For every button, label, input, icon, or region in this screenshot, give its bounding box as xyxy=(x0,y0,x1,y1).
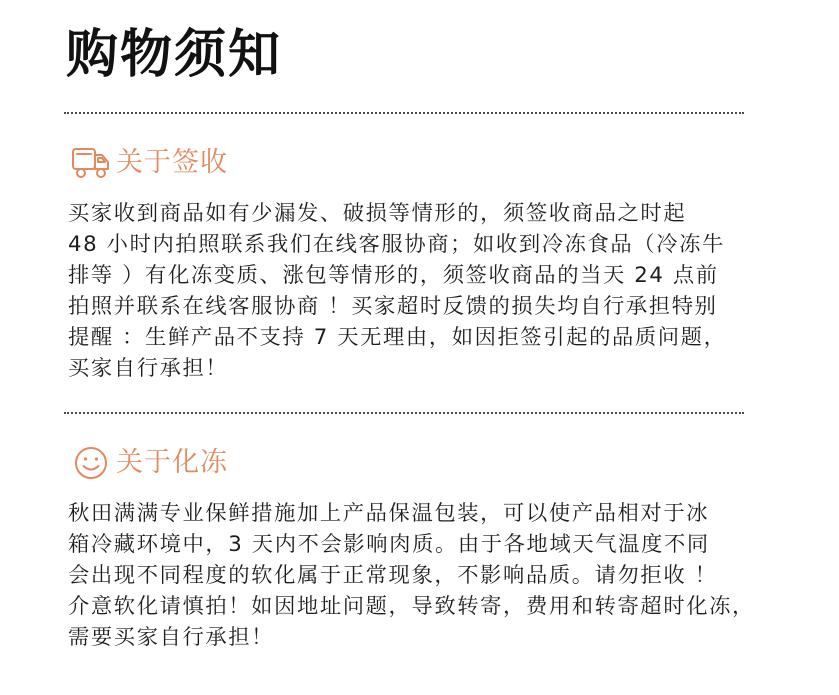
section-header-thawing xyxy=(70,443,228,483)
dotted-divider xyxy=(64,112,744,114)
dotted-divider xyxy=(64,412,744,414)
body-line: 48 小时内拍照联系我们在线客服协商；如收到冷冻食品（冷冻牛 xyxy=(68,232,725,257)
body-line: 提醒 ：生鲜产品不支持 7 天无理由，如因拒签引起的品质问题， xyxy=(68,325,727,350)
body-line: 买家收到商品如有少漏发、破损等情形的，须签收商品之时起 xyxy=(68,201,687,226)
page-title: 购物须知 xyxy=(66,25,283,85)
body-line: 箱冷藏环境中，3 天内不会影响肉质。由于各地域天气温度不同 xyxy=(68,532,710,557)
section-body-signing xyxy=(68,198,758,384)
section-body-thawing xyxy=(68,498,758,653)
body-line: 买家自行承担！ xyxy=(68,356,229,381)
body-line: 秋田满满专业保鲜措施加上产品保温包装，可以使产品相对于冰 xyxy=(68,501,710,526)
body-line: 拍照并联系在线客服协商 ！买家超时反馈的损失均自行承担特别 xyxy=(68,294,718,319)
section-header-signing xyxy=(70,143,228,183)
body-line: 需要买家自行承担！ xyxy=(68,625,275,650)
body-line: 排等 ）有化冻变质、涨包等情形的，须签收商品的当天 24 点前 xyxy=(68,263,719,288)
section-heading: 关于化冻 xyxy=(116,447,228,478)
body-line: 介意软化请慎拍！如因地址问题，导致转寄，费用和转寄超时化冻， xyxy=(68,594,755,619)
smiley-face-icon xyxy=(70,443,112,483)
body-line: 会出现不同程度的软化属于正常现象，不影响品质。请勿拒收 ！ xyxy=(68,563,718,588)
delivery-truck-icon xyxy=(70,143,112,183)
section-heading: 关于签收 xyxy=(116,147,228,178)
